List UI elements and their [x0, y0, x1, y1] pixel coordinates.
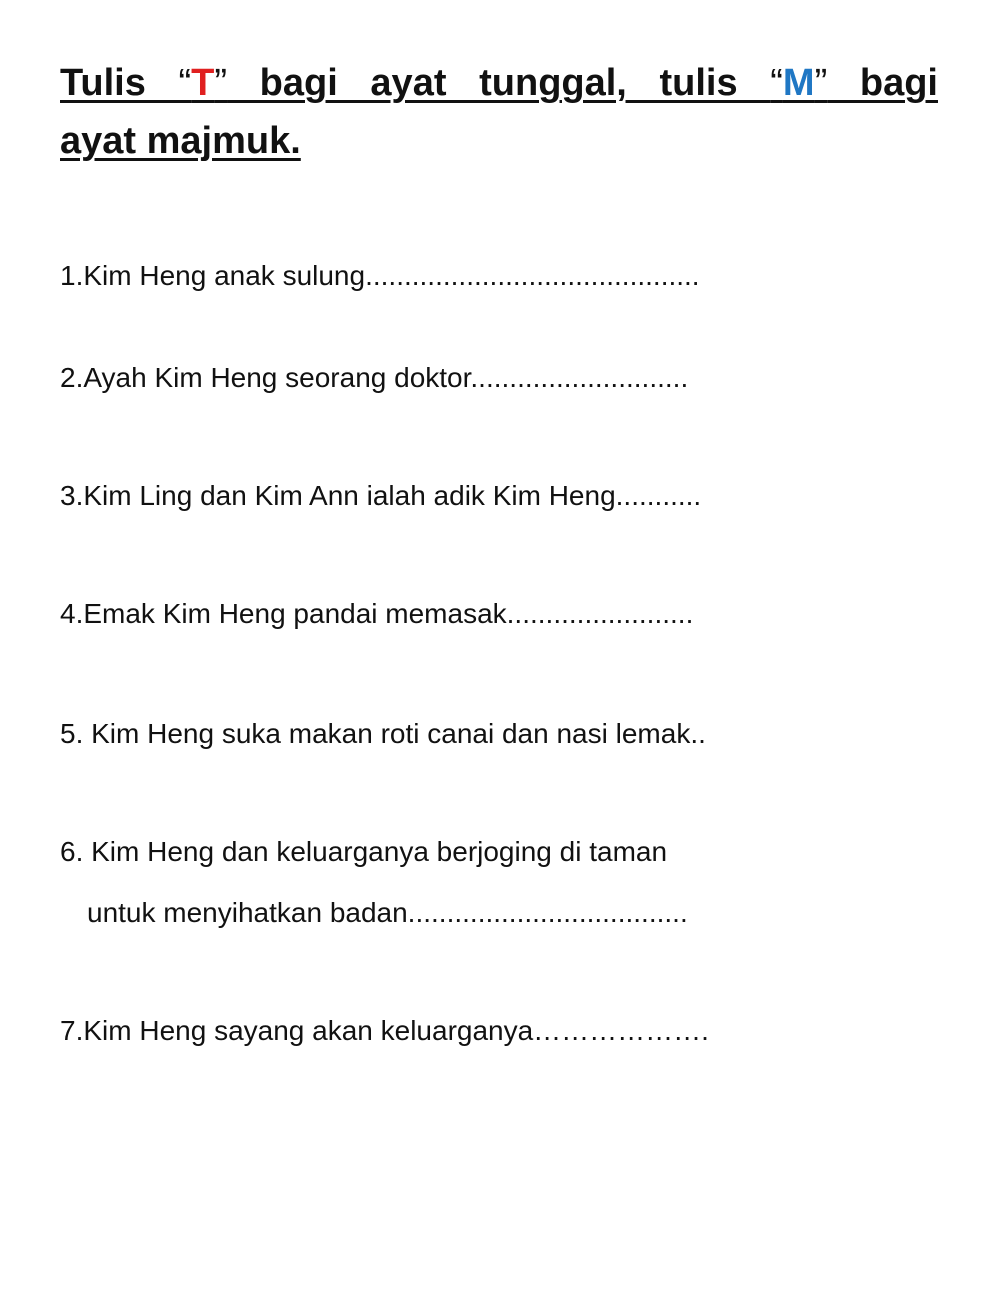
title-line-1	[60, 54, 938, 112]
question-6-continuation: untuk menyihatkan badan....................................	[87, 897, 688, 928]
question-4: 4.Emak Kim Heng pandai memasak........................	[60, 598, 694, 629]
title-line-2: ayat majmuk.	[60, 120, 301, 162]
worksheet-title	[60, 54, 938, 170]
title-open-quote-m: “	[770, 62, 783, 104]
question-3: 3.Kim Ling dan Kim Ann ialah adik Kim Heng...........	[60, 480, 702, 511]
title-close-quote-m: ”	[814, 62, 828, 104]
title-text-tulis: Tulis	[60, 62, 179, 104]
question-7: 7.Kim Heng sayang akan keluarganya……………….	[60, 1015, 709, 1046]
title-open-quote-t: “	[178, 62, 192, 104]
title-letter-t: T	[191, 62, 215, 104]
title-close-quote-t: ”	[214, 62, 228, 104]
title-text-middle: bagi ayat tunggal, tulis	[227, 62, 771, 104]
title-letter-m: M	[782, 62, 815, 104]
question-2: 2.Ayah Kim Heng seorang doktor............................	[60, 362, 689, 393]
question-1: 1.Kim Heng anak sulung...........................................	[60, 260, 700, 291]
title-text-bagi: bagi	[827, 62, 938, 104]
question-6: 6. Kim Heng dan keluarganya berjoging di taman	[60, 836, 668, 867]
question-5: 5. Kim Heng suka makan roti canai dan nasi lemak..	[60, 718, 706, 749]
